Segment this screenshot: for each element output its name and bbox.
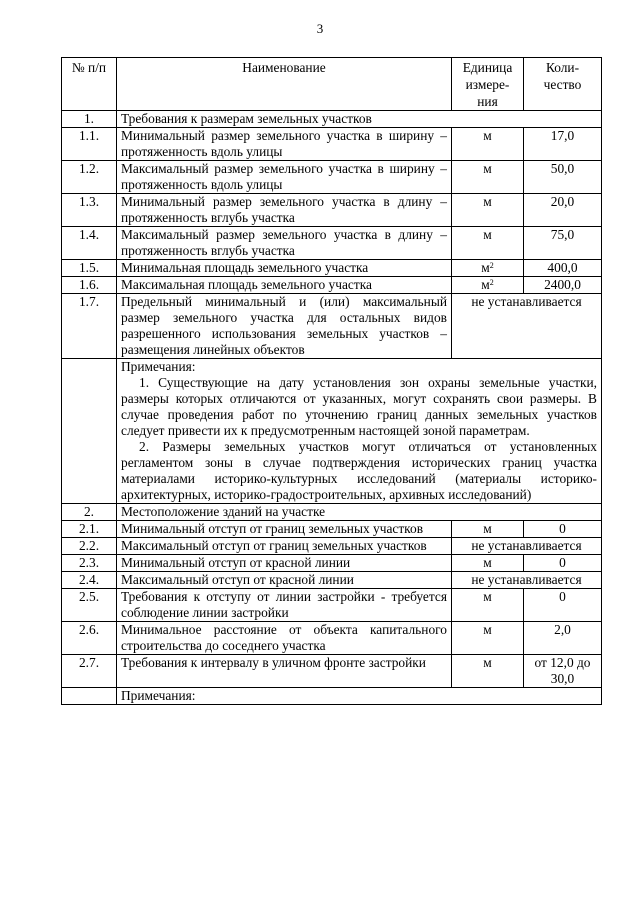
row-num: 1.7. [62,294,117,359]
table-row [62,294,602,359]
row-unit [452,260,524,277]
notes-title: Примечания: [121,359,196,374]
row-qty: 0 [524,555,602,572]
header-qty: Коли-чество [524,58,602,111]
row-num: 1.6. [62,277,117,294]
note-paragraph: 2. Размеры земельных участков могут отличаться от установленных регламентом зоны в случае подтверждения исторических границ участка материалами историко-культурных исследований (материалы историко-архитектурных, историко-градостроительных, архивных исследований) [121,439,597,502]
table-row [62,688,602,705]
table-row [62,572,602,589]
row-unit [452,589,524,622]
table-row [62,161,602,194]
row-name: Требования к интервалу в уличном фронте застройки [117,655,452,688]
row-name: Минимальный отступ от красной линии [117,555,452,572]
notes-cell [117,359,602,504]
row-qty: от 12,0 до 30,0 [524,655,602,688]
unit-text: м [481,277,490,292]
row-name: Максимальный размер земельного участка в длину – протяженность вглубь участка [117,227,452,260]
table-row [62,111,602,128]
row-num: 1.5. [62,260,117,277]
row-num [62,688,117,705]
unit-text: м [483,128,492,143]
page-number: 3 [316,21,324,36]
row-num: 2.6. [62,622,117,655]
header-name: Наименование [117,58,452,111]
row-name: Предельный минимальный и (или) максимальный размер земельного участка для остальных видов разрешенного использования земельных участков – размещения линейных объектов [117,294,452,359]
row-num: 2.3. [62,555,117,572]
row-name: Максимальный отступ от границ земельных участков [117,538,452,555]
unit-text: м [483,622,492,637]
unit-text: м [481,260,490,275]
row-value: не устанавливается [452,538,602,555]
table-row [62,227,602,260]
table-body [62,111,602,705]
notes-title: Примечания: [121,688,196,703]
row-num: 1. [62,111,117,128]
section-title: Местоположение зданий на участке [117,504,602,521]
row-num: 1.3. [62,194,117,227]
row-name: Максимальная площадь земельного участка [117,277,452,294]
row-unit [452,194,524,227]
table-row [62,277,602,294]
row-num: 2. [62,504,117,521]
note-paragraph: 1. Существующие на дату установления зон охраны земельные участки, размеры которых отличаются от указанных, могут сохранять свои размеры. В случае проведения работ по уточнению границ данных земельных участков следует привести их к предусмотренным настоящей зоной параметрам. [121,375,597,438]
header-num: № п/п [62,58,117,111]
row-qty: 0 [524,589,602,622]
row-name: Максимальный размер земельного участка в ширину – протяженность вдоль улицы [117,161,452,194]
unit-text: м [483,655,492,670]
section-title: Требования к размерам земельных участков [117,111,602,128]
table-row [62,504,602,521]
row-unit [452,277,524,294]
row-qty: 75,0 [524,227,602,260]
table-row [62,555,602,572]
row-value: не устанавливается [452,294,602,359]
table-row [62,521,602,538]
row-num: 1.4. [62,227,117,260]
row-value: не устанавливается [452,572,602,589]
notes-cell [117,688,602,705]
table-row [62,538,602,555]
row-name: Минимальный отступ от границ земельных участков [117,521,452,538]
row-qty: 2,0 [524,622,602,655]
row-unit [452,655,524,688]
row-num: 1.2. [62,161,117,194]
unit-superscript: 2 [489,261,494,270]
table-header-row [62,58,602,111]
row-name: Минимальное расстояние от объекта капитального строительства до соседнего участка [117,622,452,655]
row-name: Максимальный отступ от красной линии [117,572,452,589]
row-num: 2.1. [62,521,117,538]
table-row [62,589,602,622]
row-num: 2.5. [62,589,117,622]
table-row [62,194,602,227]
row-qty: 17,0 [524,128,602,161]
row-unit [452,622,524,655]
row-name: Минимальная площадь земельного участка [117,260,452,277]
row-num [62,359,117,504]
row-name: Требования к отступу от линии застройки - требуется соблюдение линии застройки [117,589,452,622]
row-num: 2.2. [62,538,117,555]
unit-text: м [483,227,492,242]
row-num: 2.4. [62,572,117,589]
row-unit [452,521,524,538]
unit-text: м [483,161,492,176]
unit-text: м [483,555,492,570]
regulations-table [61,57,602,705]
row-qty: 0 [524,521,602,538]
table-row [62,622,602,655]
row-qty: 400,0 [524,260,602,277]
unit-text: м [483,194,492,209]
table-row [62,359,602,504]
row-num: 1.1. [62,128,117,161]
row-unit [452,555,524,572]
table-row [62,128,602,161]
table-row [62,655,602,688]
unit-text: м [483,521,492,536]
row-unit [452,227,524,260]
unit-text: м [483,589,492,604]
header-unit: Единица измере-ния [452,58,524,111]
row-qty: 20,0 [524,194,602,227]
row-name: Минимальный размер земельного участка в длину – протяженность вглубь участка [117,194,452,227]
row-unit [452,128,524,161]
row-num: 2.7. [62,655,117,688]
table-row [62,260,602,277]
row-qty: 50,0 [524,161,602,194]
row-qty: 2400,0 [524,277,602,294]
row-name: Минимальный размер земельного участка в ширину – протяженность вдоль улицы [117,128,452,161]
unit-superscript: 2 [489,278,494,287]
row-unit [452,161,524,194]
